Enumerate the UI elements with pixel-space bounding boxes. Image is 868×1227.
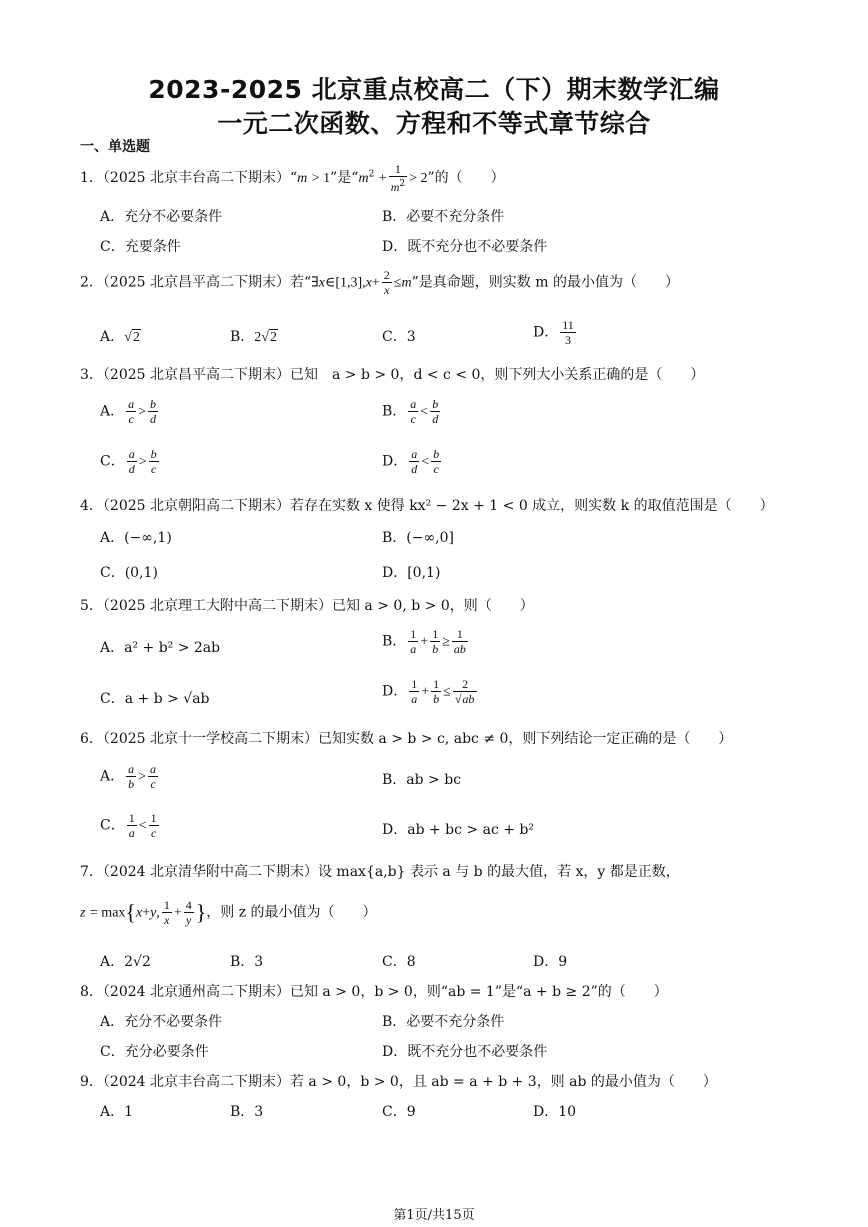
q2-option-a[interactable]: A．√2 (100, 329, 140, 345)
q4-option-b[interactable]: B．(−∞,0] (382, 530, 454, 546)
q9-option-a[interactable]: A．1 (100, 1104, 134, 1120)
question-4: 4．（2025 北京朝阳高二下期末）若存在实数 x 使得 kx² − 2x + 1 < 0 成立，则实数 k 的取值范围是（ ） (80, 498, 774, 514)
q9-option-c[interactable]: C．9 (382, 1104, 416, 1120)
q1-option-d[interactable]: D．既不充分也不必要条件 (382, 239, 548, 255)
q5-option-b[interactable]: B． $\frac{1}{a}$ + $\frac{1}{b}$ ≥ $\frac{1}{ab}$ (382, 627, 466, 656)
document-title: 2023-2025 北京重点校高二（下）期末数学汇编 (148, 75, 720, 104)
q8-option-a[interactable]: A．充分不必要条件 (100, 1014, 223, 1030)
q2-option-b[interactable]: B．2√2 (230, 329, 277, 345)
q9-option-b[interactable]: B．3 (230, 1104, 264, 1120)
q4-option-d[interactable]: D．[0,1) (382, 565, 441, 581)
q4-option-c[interactable]: C．(0,1) (100, 565, 158, 581)
q5-option-c[interactable]: C．a + b > √ab (100, 691, 210, 707)
q7-option-a[interactable]: A．2√2 (100, 954, 151, 970)
q8-option-d[interactable]: D．既不充分也不必要条件 (382, 1044, 548, 1060)
q7-option-c[interactable]: C．8 (382, 954, 416, 970)
q2-option-c[interactable]: C．3 (382, 329, 416, 345)
q7-option-d[interactable]: D．9 (533, 954, 568, 970)
q4-option-a[interactable]: A．(−∞,1) (100, 530, 172, 546)
q1-option-c[interactable]: C．充要条件 (100, 239, 181, 255)
q1-option-a[interactable]: A．充分不必要条件 (100, 209, 223, 225)
question-7-line2: z = max{x+y, $\frac{1}{x}$ + $\frac{4}{y}$ }，则 z 的最小值为（ ） (80, 898, 377, 927)
document-subtitle: 一元二次函数、方程和不等式章节综合 (217, 109, 651, 138)
q6-option-d[interactable]: D．ab + bc > ac + b² (382, 822, 534, 838)
q6-option-a[interactable]: A． $\frac{a}{b}$ > $\frac{a}{c}$ (100, 762, 157, 791)
q3-option-a[interactable]: A． $\frac{a}{c}$ > $\frac{b}{d}$ (100, 397, 157, 426)
section-heading: 一、单选题 (80, 139, 150, 155)
question-9: 9．（2024 北京丰台高二下期末）若 a > 0，b > 0，且 ab = a + b + 3，则 ab 的最小值为（ ） (80, 1074, 717, 1090)
q1-option-b[interactable]: B．必要不充分条件 (382, 209, 505, 225)
q8-option-c[interactable]: C．充分必要条件 (100, 1044, 209, 1060)
question-7: 7．（2024 北京清华附中高二下期末）设 max{a,b} 表示 a 与 b 的最大值，若 x，y 都是正数， (80, 864, 680, 880)
question-5: 5．（2025 北京理工大附中高二下期末）已知 a > 0, b > 0，则（ ） (80, 598, 534, 614)
q5-option-d[interactable]: D． $\frac{1}{a}$ + $\frac{1}{b}$ ≤ $\frac{2}{√ab}$ (382, 677, 479, 706)
page-footer: 第1页/共15页 (393, 1208, 475, 1223)
q2-option-d[interactable]: D． $\frac{11}{3}$ (533, 318, 574, 347)
q3-option-c[interactable]: C． $\frac{a}{d}$ > $\frac{b}{c}$ (100, 447, 157, 476)
q6-option-c[interactable]: C． $\frac{1}{a}$ < $\frac{1}{c}$ (100, 811, 157, 840)
question-6: 6．（2025 北京十一学校高二下期末）已知实数 a > b > c, abc ≠ 0，则下列结论一定正确的是（ ） (80, 731, 733, 747)
question-8: 8．（2024 北京通州高二下期末）已知 a > 0，b > 0，则“ab = 1”是“a + b ≥ 2”的（ ） (80, 984, 668, 1000)
q3-option-d[interactable]: D． $\frac{a}{d}$ < $\frac{b}{c}$ (382, 447, 440, 476)
q8-option-b[interactable]: B．必要不充分条件 (382, 1014, 505, 1030)
q5-option-a[interactable]: A．a² + b² > 2ab (100, 640, 221, 656)
q7-option-b[interactable]: B．3 (230, 954, 264, 970)
question-2: 2．（2025 北京昌平高二下期末）若“∃x∈[1,3],x+ $\frac{2}{x}$ ≤m”是真命题，则实数 m 的最小值为（ ） (80, 268, 679, 297)
question-1: 1．（2025 北京丰台高二下期末）“m > 1”是“$m^2$ + $\frac{1}{m^2}$ > 2”的（ ） (80, 162, 505, 194)
q6-option-b[interactable]: B．ab > bc (382, 772, 462, 788)
question-3: 3．（2025 北京昌平高二下期末）已知 a > b > 0，d < c < 0，则下列大小关系正确的是（ ） (80, 367, 705, 383)
q3-option-b[interactable]: B． $\frac{a}{c}$ < $\frac{b}{d}$ (382, 397, 439, 426)
q9-option-d[interactable]: D．10 (533, 1104, 577, 1120)
